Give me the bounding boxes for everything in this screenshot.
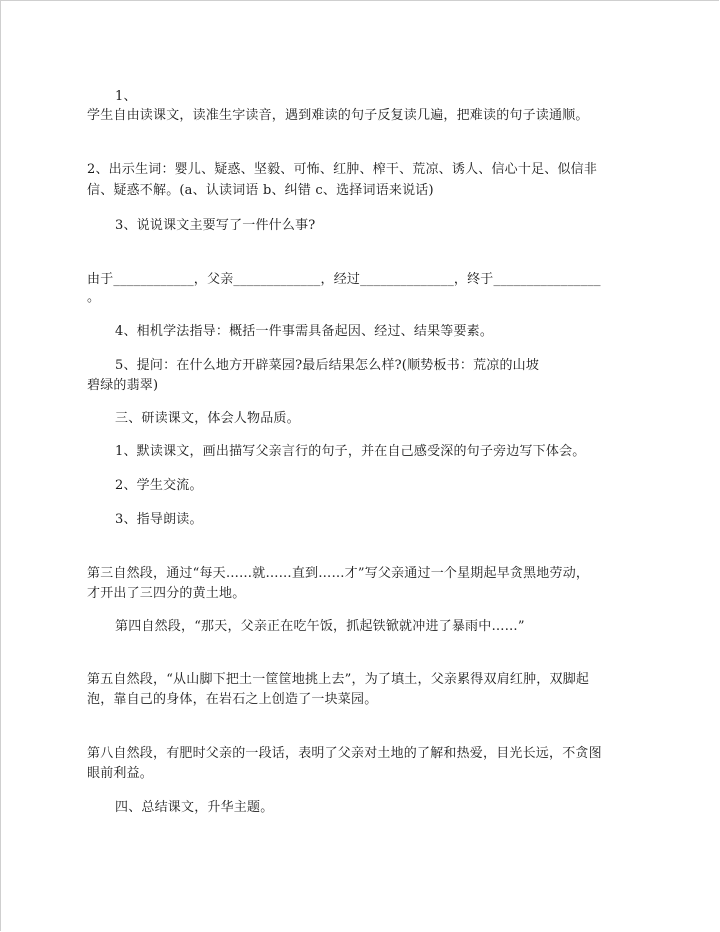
- text-line-para-5: 第五自然段，“从山脚下把土一筐筐地挑上去”，为了填土，父亲累得双肩红肿，双脚起: [87, 672, 590, 687]
- section-heading-4: 四、总结课文，升华主题。: [115, 800, 274, 815]
- text-line-fill-blanks: 由于____________，父亲_____________，经过______________，终于________________: [87, 272, 601, 287]
- text-line-new-words: 2、出示生词：婴儿、疑惑、坚毅、可怖、红肿、榨干、荒凉、诱人、信心十足、似信非: [87, 162, 598, 177]
- text-line-new-words-cont: 信、疑惑不解。(a、认读词语 b、纠错 c、选择词语来说话): [87, 183, 434, 198]
- step-number-1: 1、: [115, 89, 137, 104]
- text-line-para-4: 第四自然段，“那天，父亲正在吃午饭，抓起铁锨就冲进了暴雨中……”: [115, 619, 525, 634]
- text-line-para-3-cont: 才开出了三四分的黄土地。: [87, 586, 246, 601]
- text-line-question: 5、提问：在什么地方开辟菜园?最后结果怎么样?(顺势板书：荒凉的山坡: [115, 358, 540, 373]
- text-line-method-guide: 4、相机学法指导：概括一件事需具备起因、经过、结果等要素。: [115, 324, 494, 339]
- section-heading-3: 三、研读课文，体会人物品质。: [115, 411, 300, 426]
- text-line-question-cont: 碧绿的翡翠): [87, 378, 159, 393]
- text-line-discussion: 2、学生交流。: [115, 478, 203, 493]
- text-line-para-8-cont: 眼前利益。: [87, 766, 154, 781]
- text-line-main-idea: 3、说说课文主要写了一件什么事?: [115, 218, 316, 233]
- text-line-para-3: 第三自然段，通过“每天……就……直到……才”写父亲通过一个星期起早贪黑地劳动，: [87, 566, 590, 581]
- text-line-read-guidance: 3、指导朗读。: [115, 512, 203, 527]
- text-line-period: 。: [87, 290, 101, 305]
- text-line-para-5-cont: 泡，靠自己的身体，在岩石之上创造了一块菜园。: [87, 692, 378, 707]
- text-line-para-8: 第八自然段，有肥时父亲的一段话，表明了父亲对土地的了解和热爱，目光长远，不贪图: [87, 746, 602, 761]
- text-line-read-aloud: 学生自由读课文，读准生字读音，遇到难读的句子反复读几遍，把难读的句子读通顺。: [87, 108, 589, 123]
- text-line-silent-read: 1、默读课文，画出描写父亲言行的句子，并在自己感受深的句子旁边写下体会。: [115, 444, 586, 459]
